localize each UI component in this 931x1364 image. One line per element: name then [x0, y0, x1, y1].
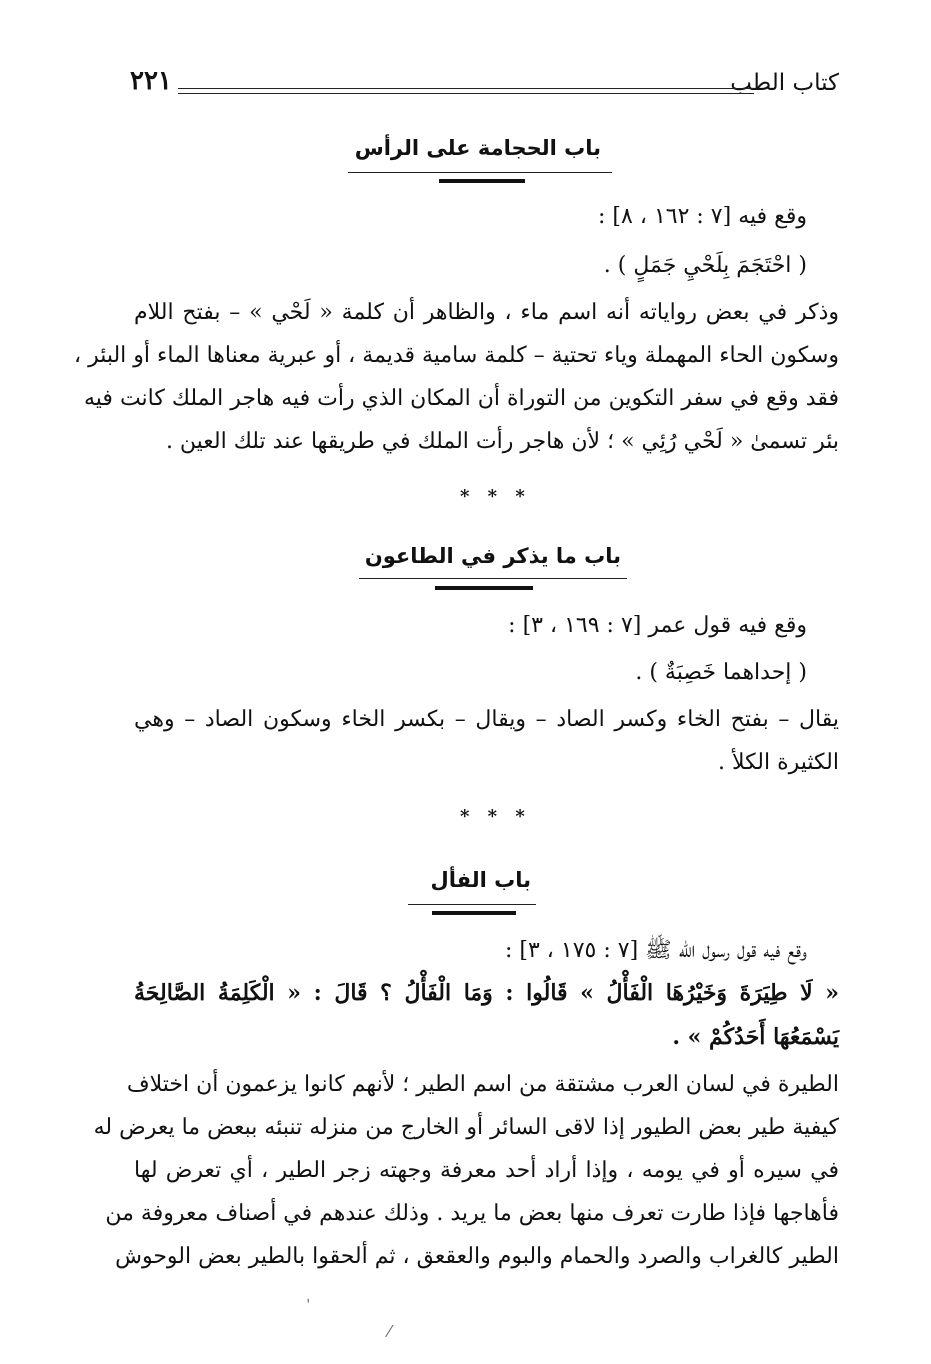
section-separator: * * * [460, 486, 531, 507]
section-separator: * * * [460, 806, 531, 827]
text-line: وقع فيه قول عمر [٧ : ١٦٩ ، ٣] : [508, 613, 807, 638]
scan-mark: ˈ [306, 1296, 311, 1315]
page-number: ٢٢١ [130, 66, 172, 96]
text-line: وذكر في بعض رواياته أنه اسم ماء ، والظاهر أن كلمة « لَحْي » – بفتح اللام [134, 300, 839, 325]
text-line: وقع فيه [٧ : ١٦٢ ، ٨] : [598, 204, 807, 229]
header-rule [178, 93, 754, 94]
text-line: الطيرة في لسان العرب مشتقة من اسم الطير ؛ لأنهم كانوا يزعمون أن اختلاف [126, 1072, 839, 1097]
text-line: فأهاجها فإذا طارت تعرف منها بعض ما يريد . وذلك عندهم في أصناف معروفة من [105, 1201, 839, 1226]
title-underline-bold [435, 586, 533, 590]
text-line: فقد وقع في سفر التكوين من التوراة أن المكان الذي رأت فيه هاجر الملك كانت فيه [84, 386, 839, 411]
text-line: بئر تسمىٰ « لَحْي رُئِي » ؛ لأن هاجر رأت الملك في طريقها عند تلك العين . [165, 429, 839, 454]
scan-mark: ⁄ [388, 1322, 391, 1341]
text-line: كيفية طير بعض الطيور إذا لاقى السائر أو الخارج من منزله تنبئه ببعض ما يعرض له [93, 1115, 839, 1140]
section-title: باب الحجامة على الرأس [354, 136, 601, 160]
header-rule [178, 88, 754, 89]
title-underline-bold [432, 911, 516, 915]
text-line: في سيره أو في يومه ، وإذا أراد أحد معرفة وجهته زجر الطير ، أي تعرض لها [134, 1158, 839, 1183]
section-title: باب ما يذكر في الطاعون [364, 544, 621, 568]
text-line: وقع فيه قول رسول الله ﷺ [٧ : ١٧٥ ، ٣] : [504, 938, 807, 963]
text-line: الكثيرة الكلأ . [718, 750, 839, 775]
title-underline [359, 578, 627, 579]
text-line: يقال – بفتح الخاء وكسر الصاد – ويقال – بكسر الخاء وسكون الصاد – وهي [134, 707, 839, 732]
text-line: الطير كالغراب والصرد والحمام والبوم والعقعق ، ثم ألحقوا بالطير بعض الوحوش [115, 1244, 839, 1269]
text-line: وسكون الحاء المهملة وياء تحتية – كلمة سامية قديمة ، أو عبرية معناها الماء أو البئر ، [73, 343, 839, 368]
running-header-title: كتاب الطب [730, 70, 839, 96]
quoted-hadith-line: يَسْمَعُهَا أَحَدُكُمْ » . [672, 1024, 839, 1050]
text-line: ( إحداهما خَصِبَةٌ ) . [635, 660, 807, 685]
quoted-hadith-line: « لَا طِيَرَةَ وَخَيْرُهَا الْفَأْلُ » قَالُوا : وَمَا الْفَأْلُ ؟ قَالَ : « الْكَلِمَةُ الصَّالِحَةُ [134, 980, 839, 1006]
section-title: باب الفأل [430, 868, 531, 892]
title-underline [348, 172, 612, 173]
title-underline [408, 904, 536, 905]
text-line: ( احْتَجَمَ بِلَحْيِ جَمَلٍ ) . [603, 253, 807, 278]
title-underline-bold [439, 179, 525, 183]
